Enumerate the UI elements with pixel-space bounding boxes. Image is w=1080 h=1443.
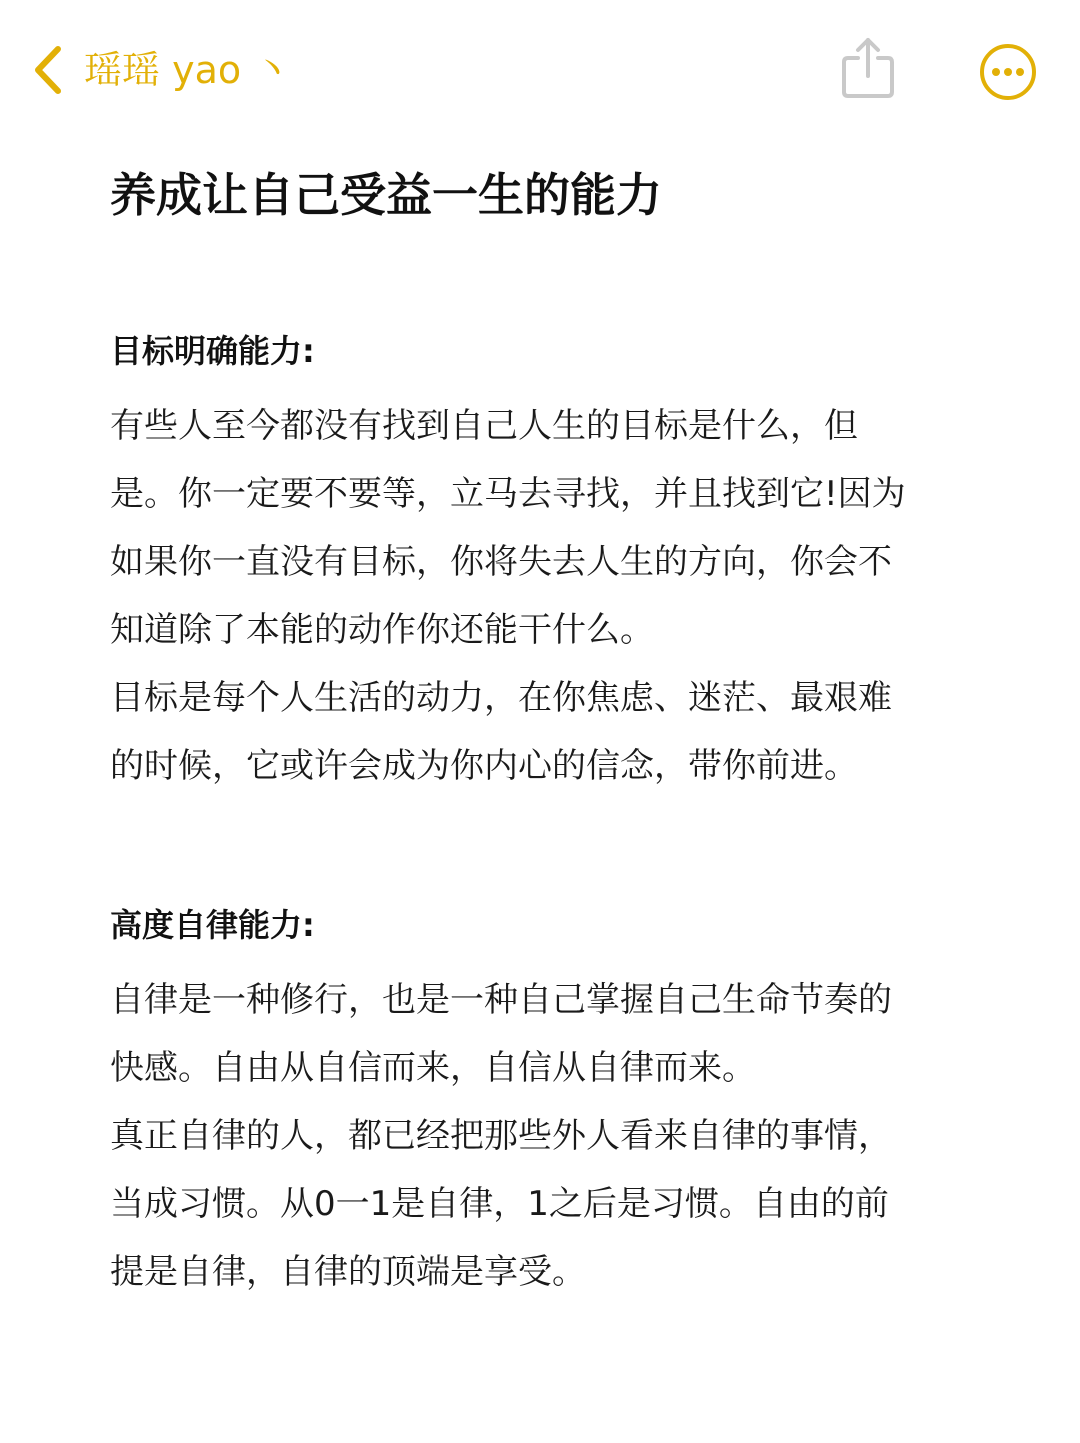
chevron-left-icon (30, 43, 64, 97)
paragraph-line: 自律是一种修行，也是一种自己掌握自己生命节奏的 (110, 980, 892, 1020)
paragraph-line: 快感。自由从自信而来，自信从自律而来。 (110, 1048, 756, 1088)
paragraph-line: 有些人至今都没有找到自己人生的目标是什么，但 (110, 406, 858, 446)
note-title: 养成让自己受益一生的能力 (110, 168, 662, 222)
paragraph-line: 真正自律的人，都已经把那些外人看来自律的事情， (110, 1116, 892, 1156)
paragraph-line: 知道除了本能的动作你还能干什么。 (110, 610, 654, 650)
section-heading: 高度自律能力: (110, 906, 315, 944)
section-goal (110, 326, 1010, 800)
back-label: 瑶瑶 yao 丶 (84, 48, 292, 92)
more-icon (978, 42, 1038, 102)
paragraph-line: 的时候，它或许会成为你内心的信念，带你前进。 (110, 746, 858, 786)
navigation-bar (0, 0, 1080, 140)
share-button[interactable] (840, 36, 896, 100)
paragraph-line: 如果你一直没有目标，你将失去人生的方向，你会不 (110, 542, 892, 582)
section-heading: 目标明确能力: (110, 332, 315, 370)
back-button[interactable] (30, 40, 291, 100)
share-icon (840, 36, 896, 100)
more-button[interactable] (978, 42, 1038, 102)
note-content[interactable] (110, 160, 1010, 1306)
section-self-discipline (110, 900, 1010, 1306)
paragraph-line: 提是自律，自律的顶端是享受。 (110, 1252, 586, 1292)
paragraph-line: 是。你一定要不要等，立马去寻找，并且找到它!因为 (110, 474, 906, 514)
paragraph-line: 目标是每个人生活的动力，在你焦虑、迷茫、最艰难 (110, 678, 892, 718)
paragraph-line: 当成习惯。从0一1是自律，1之后是习惯。自由的前 (110, 1184, 889, 1224)
